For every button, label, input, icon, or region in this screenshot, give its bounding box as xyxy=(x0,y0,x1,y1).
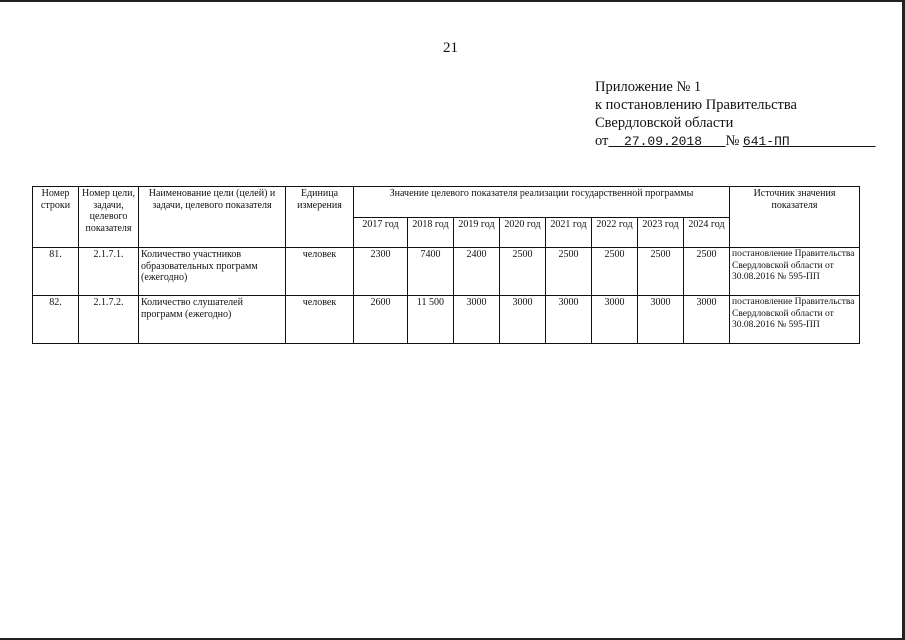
decree-number: 641-ПП xyxy=(742,134,790,149)
cell-unit: человек xyxy=(286,296,354,344)
header-goal-number: Номер цели, задачи, целевого показателя xyxy=(79,187,139,248)
cell-name: Количество слушателей программ (ежегодно) xyxy=(139,296,286,344)
cell-unit: человек xyxy=(286,248,354,296)
date-prefix: от xyxy=(595,133,609,149)
header-year: 2019 год xyxy=(454,217,500,248)
header-year: 2017 год xyxy=(354,217,408,248)
header-row-number: Номер строки xyxy=(33,187,79,248)
cell-value: 3000 xyxy=(454,296,500,344)
appendix-title: Приложение № 1 xyxy=(595,79,702,95)
cell-goal-number: 2.1.7.1. xyxy=(79,248,139,296)
appendix-line2: к постановлению Правительства xyxy=(595,97,797,113)
cell-value: 3000 xyxy=(684,296,730,344)
number-prefix: № xyxy=(725,133,740,149)
cell-value: 11 500 xyxy=(408,296,454,344)
cell-value: 2500 xyxy=(638,248,684,296)
cell-value: 2500 xyxy=(500,248,546,296)
cell-value: 3000 xyxy=(546,296,592,344)
header-source: Источник значения показателя xyxy=(730,187,860,248)
cell-goal-number: 2.1.7.2. xyxy=(79,296,139,344)
header-values-group: Значение целевого показателя реализации государственной программы xyxy=(354,187,730,218)
decree-date: 27.09.2018 xyxy=(624,134,703,149)
appendix-date-line xyxy=(595,132,855,151)
header-year: 2022 год xyxy=(592,217,638,248)
header-name: Наименование цели (целей) и задачи, целевого показателя xyxy=(139,187,286,248)
cell-value: 3000 xyxy=(500,296,546,344)
page-number: 21 xyxy=(443,40,458,56)
cell-row-number: 82. xyxy=(33,296,79,344)
cell-value: 2600 xyxy=(354,296,408,344)
cell-source: постановление Правительства Свердловской области от 30.08.2016 № 595-ПП xyxy=(730,296,860,344)
cell-value: 2500 xyxy=(684,248,730,296)
cell-value: 2300 xyxy=(354,248,408,296)
header-row-1 xyxy=(33,187,860,218)
table-row xyxy=(33,296,860,344)
appendix-header xyxy=(595,78,855,151)
table-row xyxy=(33,248,860,296)
header-year: 2024 год xyxy=(684,217,730,248)
cell-source: постановление Правительства Свердловской области от 30.08.2016 № 595-ПП xyxy=(730,248,860,296)
header-year: 2021 год xyxy=(546,217,592,248)
cell-value: 7400 xyxy=(408,248,454,296)
cell-value: 2500 xyxy=(592,248,638,296)
cell-value: 3000 xyxy=(638,296,684,344)
cell-row-number: 81. xyxy=(33,248,79,296)
page-border-top xyxy=(0,0,905,2)
header-year: 2023 год xyxy=(638,217,684,248)
header-year: 2020 год xyxy=(500,217,546,248)
cell-value: 3000 xyxy=(592,296,638,344)
header-unit: Единица измерения xyxy=(286,187,354,248)
appendix-line3: Свердловской области xyxy=(595,115,734,131)
cell-value: 2500 xyxy=(546,248,592,296)
cell-name: Количество участников образовательных программ (ежегодно) xyxy=(139,248,286,296)
cell-value: 2400 xyxy=(454,248,500,296)
header-year: 2018 год xyxy=(408,217,454,248)
indicator-table xyxy=(32,186,860,344)
